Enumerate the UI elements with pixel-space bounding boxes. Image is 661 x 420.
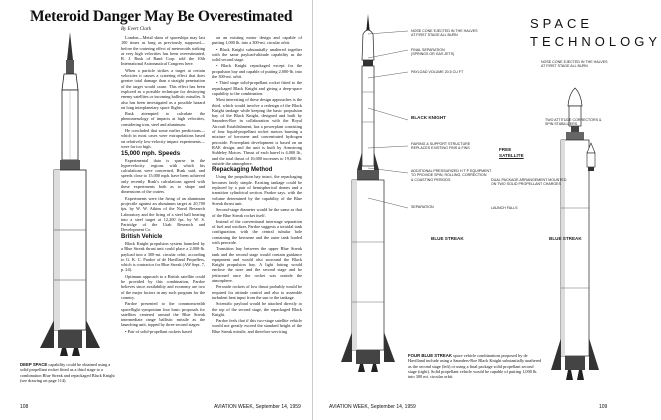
subhead: Repackaging Method: [212, 167, 273, 174]
paragraph: Second-stage diameter would be the same as that of the Blue Streak rocket itself.: [212, 207, 302, 218]
paragraph: He concluded that some earlier predictions—which in most cases were extrapolations based on relatively low-velocity impact experiments—were far too high.: [121, 128, 205, 149]
left-page: [0, 0, 312, 420]
paragraph: Transition bay between the upper Blue Streak tank and the second stage would contain guidance equipment and would also surround the Black Knight propulsion bay. A light fairing would enclose the nose and the second stage and be jettisoned once the rocket was outside the atmosphere.: [212, 246, 302, 284]
deep-space-rocket-illustration: [20, 30, 120, 360]
paragraph: • Pair of solid-propellant rockets based: [125, 328, 192, 334]
byline: By Evert Clark: [121, 27, 151, 32]
paragraph: Pardoe feels that if this two-stage satellite vehicle would not greatly exceed the standard height of the Blue Streak missile, and therefore servicing: [212, 318, 302, 334]
label-nose-cone-right: NOSE CONE EJECTED IN THE HALVES AT FIRST STAGE ALL BURN: [541, 60, 608, 69]
label-additional-pressurized: ADDITIONAL PRESSURIZED H T P EQUIPMENT TO PROVIDE SPIN, ROLLING, CORRECTION & COASTING PERIODS: [411, 169, 492, 182]
paragraph: • Black Knight substantially unaltered together with the same payload-altitude capability as the solid second stage.: [212, 46, 302, 63]
section-title-line2: TECHNOLOGY: [530, 34, 661, 49]
paragraph: When a particle strikes a target at certain velocities it causes a cratering effect that does greater total damage than a straight penetration of the target would cause. This effect has been explored as a possible technique for destroying enemy satellites or incoming ballistic missiles. It also has been investigated as a possible hazard on long interplanetary space flights.: [121, 67, 205, 110]
paragraph: Using the propulsion bay intact, the repackaging becomes fairly simple. Existing tankage could be replaced by a pair of hemispherical domes and a transition cylindrical section. Pardoe says, with the volume determined by the capability of the Blue Streak thrust unit.: [212, 174, 302, 206]
section-title: [530, 15, 661, 51]
paragraph: Experimental data is sparse in the hypervelocity regions with which his calculations were concerned, Rusk said, and speeds close to 15,000 mph. have been achieved only recently. Rusk's calculations agreed with these experiments both as to shape and dimensions of the craters.: [121, 157, 205, 195]
paragraph: Experiments were the firing of an aluminum projectile against an aluminum target at 20,700 fps. by W. W. Atkins of the Naval Research Laboratory and the firing of a steel ball bearing into a steel target at 12,200 fps. by W. S. Partridge of the Utah Research and Development Co.: [121, 195, 205, 233]
label-free: FREE: [499, 147, 512, 152]
paragraph: Peroxide rockets of low thrust probably would be required for attitude control and also to assemble turbulent heat input from the sun to the tankage.: [212, 284, 302, 300]
label-blue-streak-right: BLUE STREAK: [549, 236, 582, 241]
free-satellite-illustration: [583, 143, 599, 173]
figure-caption: [20, 362, 116, 383]
paragraph: Scientific payload would be attached directly to the top of the second stage, the repackaged Black Knight.: [212, 301, 302, 317]
paragraph: Pardoe presented to the commonwealth spaceflight symposium four basic proposals for satellites centered around the Blue Streak intermediate range ballistic missile as the launching unit, topped by three second stages:: [121, 301, 205, 328]
label-separation: SEPARATION: [411, 205, 434, 209]
figure-caption: [408, 353, 542, 379]
subhead: British Vehicle: [121, 233, 163, 240]
label-fairing: FAIRING & SUPPORT STRUCTURE REPLACES EXISTING FINS & FINS: [411, 142, 471, 151]
caption-text: capability could be obtained using a solid propellant rocket fitted as a third stage to a combination Blue Streak and repackaged Black Knight (see drawing on page 114).: [20, 362, 115, 383]
right-page: [312, 0, 661, 420]
paragraph: Instead of the conventional interstage separation of fuel and oxidizer, Pardoe suggests a toroidal tank configuration, with the central tubular hole containing the kerosene and the outer tank loaded with peroxide.: [212, 218, 302, 245]
page-number: 108: [20, 404, 29, 410]
label-payload-volume: PAYLOAD VOLUME 20.5 CU FT: [411, 70, 464, 74]
paragraph: Optimum approach to a British satellite could be provided by this combination, Pardoe believes since availability and economy are two of the major factors in any such program for the country.: [121, 273, 205, 300]
caption-lead: DEEP SPACE: [20, 362, 48, 367]
paragraph: Rusk attempted to calculate the phenomenology of impacts at high velocities, considering iron, steel and aluminum.: [121, 111, 205, 127]
caption-text: space vehicle combinations proposed by de Havilland include using a Saunders-Roe Black Knight substantially unaltered as the second stage (left) or using a final package solid propellant second stage (right). Solid propellant vehicle would be capable of putting 1,000 lb. into 300 mi. circular orbit.: [408, 353, 542, 380]
headline: Meteroid Danger May Be Overestimated: [30, 8, 293, 25]
label-final-separation: FINAL SEPARATION (SPRINGS OR GAS JETS): [411, 48, 455, 57]
paragraph: • Third stage solid-propellant rocket fitted to the repackaged Black Knight and giving a deep-space capability to the combination.: [212, 80, 302, 96]
paragraph: on an existing motor design and capable of putting 1,000 lb. into a 300-mi. circular orbit.: [212, 35, 302, 46]
caption-lead: FOUR BLUE STREAK: [408, 353, 452, 358]
label-nose-cone: NOSE CONE EJECTED IN THE HALVES AT FIRST STAGE ALL BURN: [411, 29, 478, 38]
label-attitude-correctors: TWO ATTITUDE CORRECTORS & SPIN STABILIZERS: [545, 118, 602, 127]
subhead: 15,000 mph. Speeds: [121, 150, 181, 158]
issue-line: AVIATION WEEK, September 14, 1959: [214, 404, 301, 410]
article-column-2: [121, 35, 205, 397]
issue-line: AVIATION WEEK, September 14, 1959: [329, 404, 416, 410]
label-launch-falls: LAUNCH FALLS: [491, 206, 518, 210]
paragraph: London—Metal skins of spaceships may last 100 times as long as previously supposed—before the cratering effect of meteoroids striking at very high velocities has been overestimated, R. J. Rusk of Rand Corp. told the 10th International Astronautical Congress here.: [121, 35, 205, 67]
paragraph: Most interesting of these design approaches is the third, which would involve a redesign of the Black Knight tankage while keeping the basic propulsion bay of the Black Knight, designed and built by Saunders-Roe in collaboration with the Royal Aircraft Establishment, has a powerplant consisting of four liquid-propellant rocket motors burning a mixture of kerosene and concentrated hydrogen peroxide. Powerplant development is based on an RAE design, and the unit is built by Armstrong Siddeley Motors. Thrust of each barrel is 4,000 lb., and the total thrust of 16,000 increases to 19,000 lb. outside the atmosphere.: [212, 97, 302, 166]
label-dual-package: DUAL PACKAGE ARRANGEMENT MOUNTED ON TWO SOLID PROPELLANT CHARGES: [491, 178, 567, 187]
label-satellite: SATELLITE: [499, 153, 524, 158]
article-column-3: [212, 35, 302, 397]
label-black-knight: BLACK KNIGHT: [411, 115, 446, 120]
paragraph: • Black Knight repackaged except for the propulsion bay and capable of putting 2,000-lb. into the 300-mi. orbit.: [212, 63, 302, 80]
label-blue-streak-left: BLUE STREAK: [431, 236, 464, 241]
page-number: 109: [599, 404, 608, 410]
paragraph: Black Knight propulsion system launched by a Blue Streak thrust unit could place a 2,000-lb. payload into a 300-mi. circular orbit, according to G. K. C. Pardoe of de Havilland Propellers, which is contractor for Blue Streak (AW Sept. 7, p. 24).: [121, 240, 205, 273]
section-title-line1: SPACE: [530, 16, 594, 31]
